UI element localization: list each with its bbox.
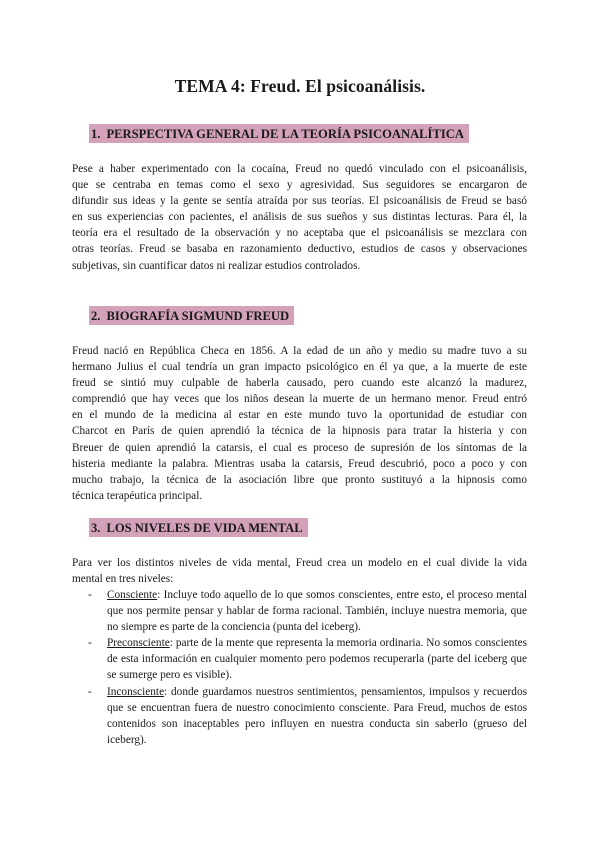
paragraph-line: teoría era el resultado de la observación y no aceptaba que el psicoanálisis se mezclara con bbox=[72, 227, 527, 240]
term-preconsciente: Preconsciente bbox=[107, 637, 170, 650]
paragraph-line: Pese a haber experimentado con la cocaína, Freud no quedó vinculado con el psicoanálisis, bbox=[72, 163, 527, 175]
paragraph-line: difundir sus ideas y la gente se sentía atraída por sus teorías. El psicoanálisis de Freud se basó bbox=[72, 195, 527, 208]
paragraph-line: que se centraba en temas como el sexo y agresividad. Sus seguidores se encargaron de bbox=[72, 179, 527, 192]
section-number-3: 3. bbox=[91, 521, 101, 535]
section-heading-2 bbox=[89, 306, 294, 325]
paragraph-line: histeria mediante la palabra. Mientras usaba la catarsis, Freud descubrió, poco a poco y con bbox=[72, 457, 527, 470]
paragraph-line: otras teorías. Freud se basaba en razonamiento deductivo, estudios de casos y observaciones bbox=[72, 243, 527, 256]
paragraph-line: freud se sintió muy culpable de haberla causado, pero cuando este alcanzó la madurez, bbox=[72, 377, 527, 390]
section-title-1: PERSPECTIVA GENERAL DE LA TEORÍA PSICOANALÍTICA bbox=[106, 127, 464, 141]
section-number-1: 1. bbox=[91, 127, 101, 141]
item-text: : Incluye todo aquello de lo que somos conscientes, entre esto, el proceso mental que nos permite pensar y hablar de forma racional. También, incluye nuestra memoria, que no siempre es parte de la conciencia (punta del iceberg). bbox=[107, 589, 527, 634]
section-heading-3 bbox=[89, 518, 308, 537]
paragraph-line: en sus experiencias con pacientes, el análisis de sus sueños y sus distintas lecturas. Para él, la bbox=[72, 211, 527, 224]
list-item-inconsciente bbox=[72, 684, 527, 748]
list-dash: - bbox=[88, 685, 92, 698]
list-item-consciente bbox=[72, 587, 527, 635]
paragraph-line: comprendió que hay veces que los niños desean la muerte de un hermano menor. Freud entró bbox=[72, 393, 527, 406]
list-dash: - bbox=[88, 589, 92, 601]
section-1-paragraph bbox=[72, 161, 527, 274]
item-text: : donde guardamos nuestros sentimientos, pensamientos, impulsos y recuerdos que se encuentran fuera de nuestro conocimiento consciente. Para Freud, muchos de estos contenidos son inaceptables pero influyen en nuestra conducta sin saberlo (grueso del iceberg). bbox=[107, 685, 527, 746]
list-item-preconsciente bbox=[72, 635, 527, 683]
paragraph-line: Breuer de quien aprendió la catarsis, el cual es proceso de supresión de los síntomas de la bbox=[72, 441, 527, 454]
paragraph-line: Para ver los distintos niveles de vida mental, Freud crea un modelo en el cual divide la vida bbox=[72, 557, 527, 569]
section-title-2: BIOGRAFÍA SIGMUND FREUD bbox=[106, 309, 290, 323]
section-heading-1 bbox=[89, 124, 469, 143]
term-inconsciente: Inconsciente bbox=[107, 685, 165, 698]
paragraph-line: hermano Julius el cual tendría un gran impacto psicológico en él ya que, a la muerte de este bbox=[72, 361, 527, 374]
term-consciente: Consciente bbox=[107, 589, 158, 601]
section-2-paragraph bbox=[72, 343, 527, 504]
paragraph-line: Freud nació en República Checa en 1856. A la edad de un año y medio su madre tuvo a su bbox=[72, 345, 527, 357]
section-3-intro bbox=[72, 555, 527, 587]
paragraph-line: mucho trabajo, la técnica de la asociación libre que pronto sustituyó a la hipnosis como bbox=[72, 473, 527, 486]
paragraph-line: mental en tres niveles: bbox=[72, 573, 174, 586]
page-title: TEMA 4: Freud. El psicoanálisis. bbox=[174, 76, 426, 96]
mental-levels-list bbox=[72, 587, 527, 748]
list-dash: - bbox=[88, 637, 92, 650]
section-number-2: 2. bbox=[91, 309, 101, 323]
paragraph-line: subjetivas, sin cuantificar datos ni realizar estudios controlados. bbox=[72, 259, 361, 272]
paragraph-line: Charcot en París de quien aprendió la técnica de la hipnosis para tratar la histeria y con bbox=[72, 425, 527, 438]
paragraph-line: en el mundo de la medicina al estar en este mundo tuvo la oportunidad de estudiar con bbox=[72, 409, 527, 422]
section-title-3: LOS NIVELES DE VIDA MENTAL bbox=[106, 521, 303, 535]
item-text: : parte de la mente que representa la memoria ordinaria. No somos conscientes de esta información en cualquier momento pero podemos recuperarla (parte del iceberg que se sumerge pero es visible). bbox=[107, 637, 527, 682]
paragraph-line: técnica terapéutica principal. bbox=[72, 489, 203, 502]
